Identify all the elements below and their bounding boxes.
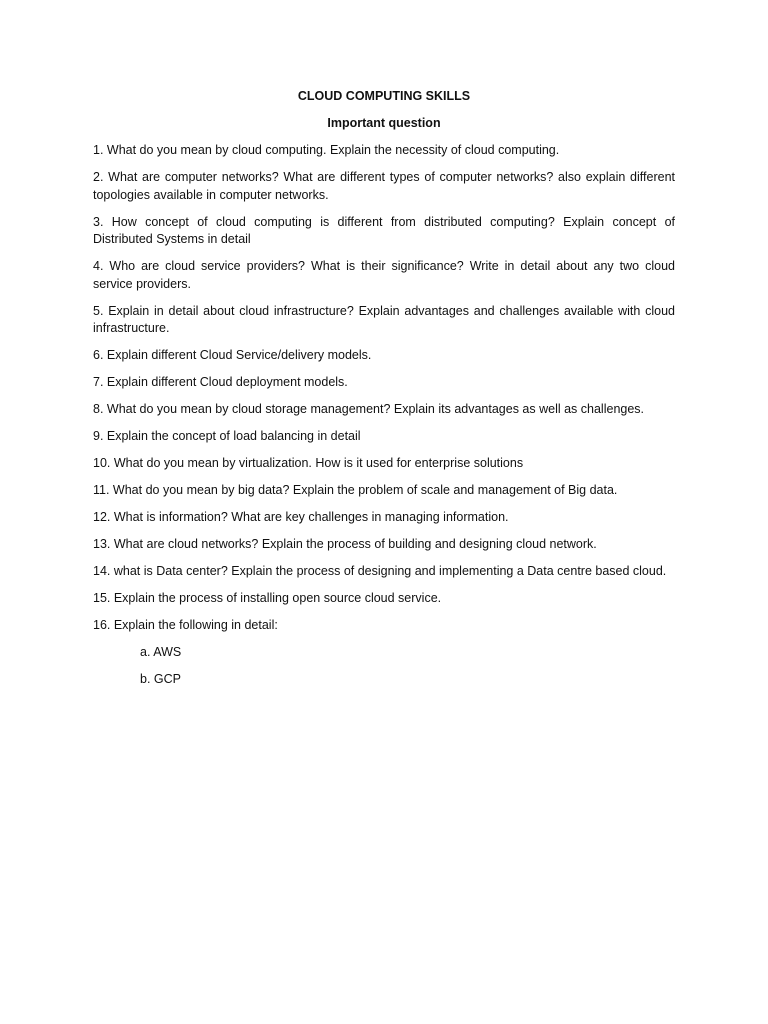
- sub-item-aws: a. AWS: [140, 645, 182, 659]
- question-item: 9. Explain the concept of load balancing in detail: [93, 429, 361, 443]
- sub-item-list: [93, 644, 675, 689]
- question-item: 2. What are computer networks? What are different types of computer networks? also explain different topologies available in computer networks.: [93, 170, 675, 202]
- question-item: 14. what is Data center? Explain the process of designing and implementing a Data centre based cloud.: [93, 564, 667, 578]
- question-item: 10. What do you mean by virtualization. How is it used for enterprise solutions: [93, 456, 524, 470]
- question-item: 13. What are cloud networks? Explain the process of building and designing cloud network.: [93, 537, 597, 551]
- document-subtitle: Important question: [327, 116, 441, 130]
- document-title: CLOUD COMPUTING SKILLS: [297, 89, 471, 103]
- question-item: 8. What do you mean by cloud storage management? Explain its advantages as well as challenges.: [93, 402, 645, 416]
- sub-item-gcp: b. GCP: [140, 672, 181, 686]
- question-item: 12. What is information? What are key challenges in managing information.: [93, 510, 509, 524]
- question-item: 4. Who are cloud service providers? What is their significance? Write in detail about any two cloud service providers.: [93, 259, 675, 291]
- document-page: [93, 88, 675, 698]
- question-item: 5. Explain in detail about cloud infrastructure? Explain advantages and challenges available with cloud infrastructure.: [93, 303, 675, 335]
- question-item: 6. Explain different Cloud Service/delivery models.: [93, 348, 372, 362]
- question-item: 16. Explain the following in detail:: [93, 618, 278, 632]
- question-list: [93, 142, 675, 635]
- question-item: 11. What do you mean by big data? Explain the problem of scale and management of Big data.: [93, 483, 618, 497]
- question-item: 7. Explain different Cloud deployment models.: [93, 375, 348, 389]
- question-item: 1. What do you mean by cloud computing. Explain the necessity of cloud computing.: [93, 143, 560, 157]
- question-item: 3. How concept of cloud computing is different from distributed computing? Explain concept of Distributed Systems in detail: [93, 214, 675, 246]
- question-item: 15. Explain the process of installing open source cloud service.: [93, 591, 442, 605]
